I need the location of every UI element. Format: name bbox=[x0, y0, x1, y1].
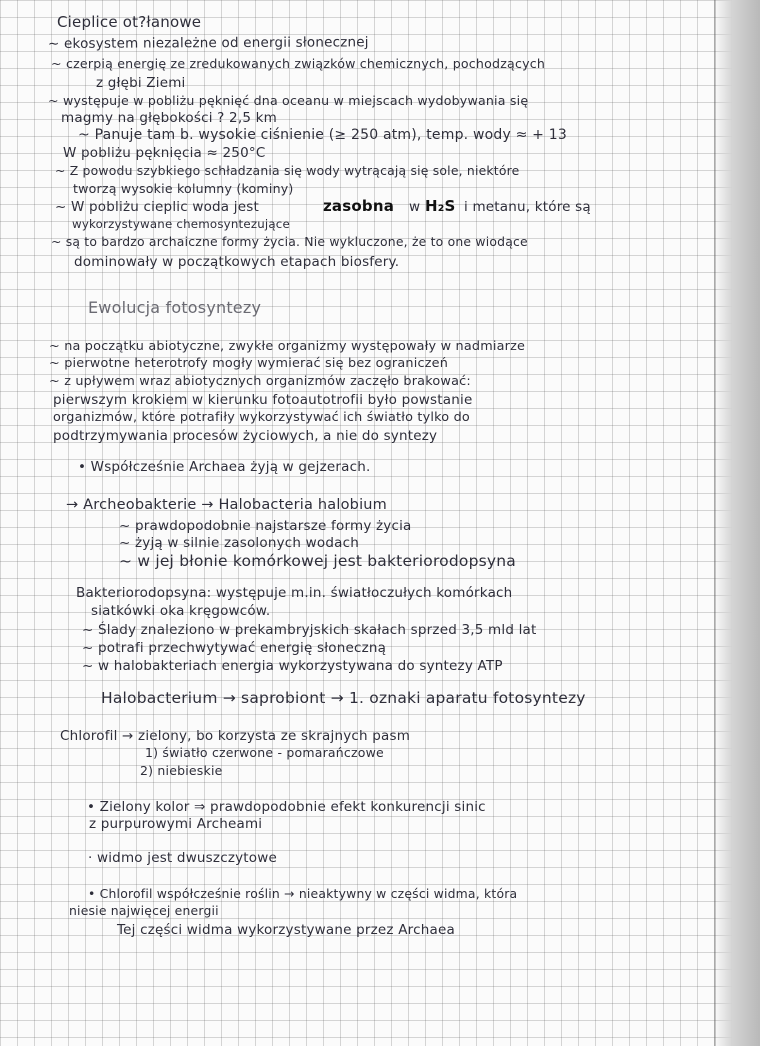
note-line: w bbox=[409, 199, 421, 215]
note-line: Halobacterium → saprobiont → 1. oznaki aparatu fotosyntezy bbox=[101, 689, 586, 707]
note-line: Tej części widma wykorzystywane przez Archaea bbox=[117, 922, 455, 938]
note-line: Bakteriorodopsyna: występuje m.in. światłoczułych komórkach bbox=[76, 585, 513, 601]
note-line-title: Cieplice ot?łanowe bbox=[57, 13, 202, 31]
note-line: dominowały w początkowych etapach biosfery. bbox=[74, 254, 400, 270]
note-line: → Archeobakterie → Halobacteria halobium bbox=[66, 497, 388, 513]
note-line: 2) niebieskie bbox=[140, 763, 223, 778]
note-line: ~ W pobliżu cieplic woda jest bbox=[55, 199, 259, 215]
section-heading: Ewolucja fotosyntezy bbox=[88, 298, 262, 317]
note-line: ~ Ślady znaleziono w prekambryjskich skałach sprzed 3,5 mld lat bbox=[82, 622, 537, 638]
note-bullet: · widmo jest dwuszczytowe bbox=[88, 850, 278, 866]
note-line: ~ w halobakteriach energia wykorzystywana do syntezy ATP bbox=[82, 658, 503, 674]
note-line: ~ w jej błonie komórkowej jest bakteriorodopsyna bbox=[119, 552, 516, 570]
note-line: tworzą wysokie kolumny (kominy) bbox=[73, 181, 294, 196]
note-line: 1) światło czerwone - pomarańczowe bbox=[145, 745, 384, 760]
note-line: niesie najwięcej energii bbox=[69, 903, 219, 918]
note-line: ~ są to bardzo archaiczne formy życia. Nie wykluczone, że to one wiodące bbox=[51, 234, 528, 249]
note-line: pierwszym krokiem w kierunku fotoautotrofii było powstanie bbox=[53, 392, 473, 408]
note-line: wykorzystywane chemosyntezujące bbox=[72, 217, 290, 231]
page-edge-shadow bbox=[714, 0, 760, 1046]
note-line: W pobliżu pęknięcia ≈ 250°C bbox=[63, 145, 266, 161]
note-line: ~ Z powodu szybkiego schładzania się wody wytrącają się sole, niektóre bbox=[55, 163, 520, 178]
note-line: ~ ekosystem niezależne od energii słonecznej bbox=[47, 34, 369, 52]
note-line: ~ występuje w pobliżu pęknięć dna oceanu w miejscach wydobywania się bbox=[48, 93, 529, 108]
note-line: ~ prawdopodobnie najstarsze formy życia bbox=[119, 518, 412, 534]
note-line: podtrzymywania procesów życiowych, a nie do syntezy bbox=[53, 428, 438, 444]
note-emphasis-word: zasobna bbox=[323, 197, 395, 215]
note-bullet: • Chlorofil współcześnie roślin → nieaktywny w części widma, która bbox=[88, 886, 518, 901]
note-line: magmy na głębokości ? 2,5 km bbox=[61, 110, 277, 126]
note-line: organizmów, które potrafiły wykorzystywać ich światło tylko do bbox=[53, 410, 470, 425]
note-bullet: • Zielony kolor ⇒ prawdopodobnie efekt konkurencji sinic bbox=[87, 799, 486, 815]
note-line: ~ czerpią energię ze zredukowanych związków chemicznych, pochodzących bbox=[51, 56, 546, 71]
note-line: ~ pierwotne heterotrofy mogły wymierać się bez ograniczeń bbox=[49, 356, 449, 371]
note-bullet: • Współcześnie Archaea żyją w gejzerach. bbox=[78, 459, 371, 475]
note-line: siatkówki oka kręgowców. bbox=[91, 603, 271, 619]
note-line: ~ na początku abiotyczne, zwykłe organizmy występowały w nadmiarze bbox=[49, 339, 526, 354]
note-formula: H₂S bbox=[425, 197, 456, 215]
note-line: i metanu, które są bbox=[464, 199, 591, 215]
note-line: z głębi Ziemi bbox=[96, 75, 186, 91]
note-line: z purpurowymi Archeami bbox=[89, 816, 263, 832]
note-line: ~ Panuje tam b. wysokie ciśnienie (≥ 250 atm), temp. wody ≈ + 13 bbox=[78, 127, 567, 143]
note-line: ~ z upływem wraz abiotycznych organizmów zaczęło brakować: bbox=[49, 374, 471, 389]
note-line: ~ żyją w silnie zasolonych wodach bbox=[119, 535, 359, 551]
note-line: ~ potrafi przechwytywać energię słoneczną bbox=[82, 640, 387, 656]
note-line: Chlorofil → zielony, bo korzysta ze skrajnych pasm bbox=[60, 728, 411, 744]
